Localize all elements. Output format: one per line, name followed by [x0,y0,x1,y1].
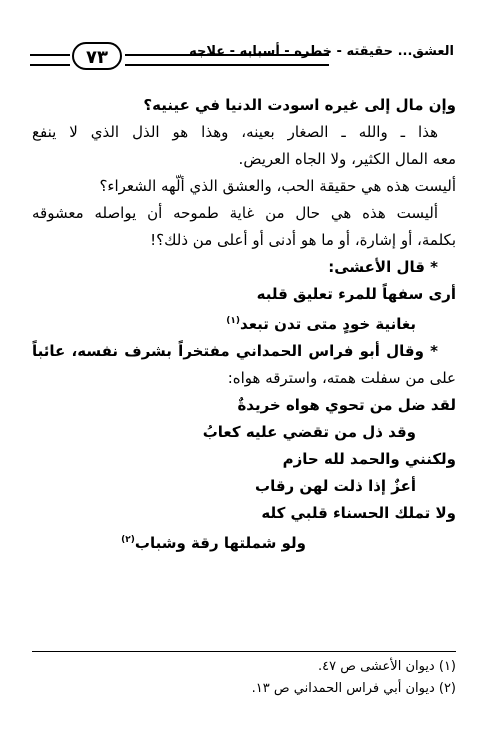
text-line: أليست هذه هي حقيقة الحب، والعشق الذي ألّهه الشعراء؟ [99,177,456,195]
verse-line [32,308,456,338]
verse-text: بغانية خودٍ متى تدن تبعد [240,315,416,333]
text-line: على من سفلت همته، واسترقه هواه: [227,369,456,387]
footnotes [32,656,456,700]
text-line: بكلمة، أو إشارة، أو ما هو أدنى أو أعلى من ذلك؟! [150,231,456,249]
text-line: أليست هذه هي حال من غاية طموحه أن يواصله معشوقه [32,204,438,222]
footnote-divider [32,651,456,652]
verse-line: وقد ذل من تقضي عليه كعابُ [202,423,416,441]
footnote-mark: (١) [226,316,241,326]
header-rule-left [30,54,70,66]
verse-line: لقد ضل من تحوي هواه خريدةٌ [237,396,456,414]
header-rule [125,54,329,66]
section-heading: * وقال أبو فراس الحمداني مفتخراً بشرف نفسه، عائباً [32,342,438,360]
verse-line: ولا تملك الحسناء قلبي كله [261,504,456,522]
section-heading: * قال الأعشى: [328,258,438,276]
verse-line [32,527,456,557]
footnote: (١) ديوان الأعشى ص ٤٧. [318,659,456,674]
footnote: (٢) ديوان أبي فراس الحمداني ص ١٣. [251,681,456,696]
text-line: وإن مال إلى غيره اسودت الدنيا في عينيه؟ [143,96,456,114]
verse-line: أعزٌ إذا ذلت لهن رقاب [255,477,416,495]
running-title: العشق... حقيقته - خطره - أسبابه - علاجه [189,44,454,59]
text-line: هذا ـ والله ـ الصغار بعينه، وهذا هو الذل الذي لا ينفع [32,123,438,141]
verse-text: ولو شملتها رقة وشباب [134,534,306,552]
page-header [30,42,454,72]
page-number: ٧٣ [72,42,122,70]
verse-line: ولكنني والحمد لله حازم [282,450,456,468]
body-text [32,92,456,557]
text-line: معه المال الكثير، ولا الجاه العريض. [238,150,456,168]
verse-line: أرى سفهاً للمرء تعليق قلبه [256,285,456,303]
footnote-mark: (٢) [121,535,135,545]
